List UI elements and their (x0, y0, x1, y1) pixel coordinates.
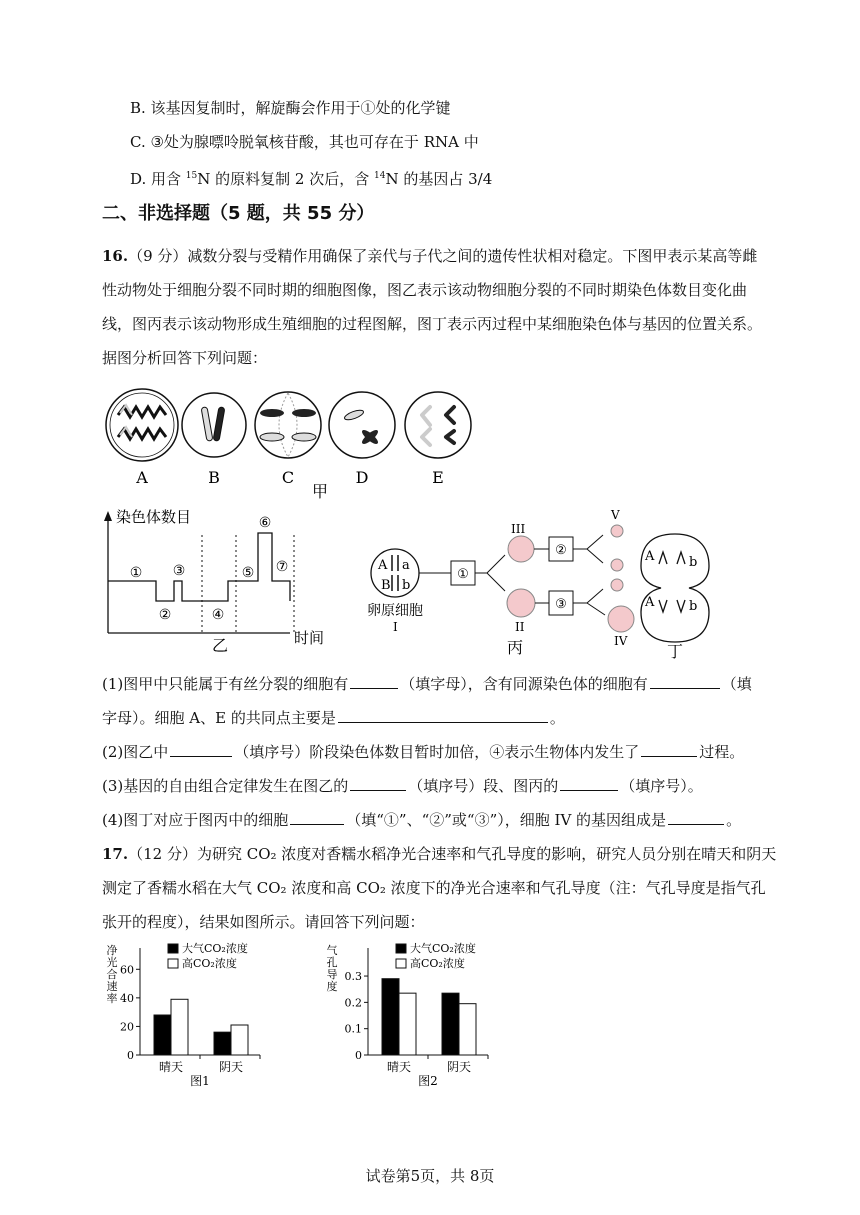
bing-roman-I: I (393, 620, 398, 634)
bing-step1: ① (457, 567, 469, 582)
y-tick-label: 0.2 (344, 996, 362, 1010)
q16-sub2: (2)图乙中 （填序号）阶段染色体数目暂时加倍，④表示生物体内发生了 过程。 (102, 743, 745, 761)
answer-blank[interactable] (338, 708, 548, 723)
figure-ding (635, 530, 715, 660)
yi-mark-7: ⑦ (275, 559, 289, 575)
x-tick-label: 阴天 (446, 1060, 472, 1074)
yi-ylabel: 染色体数目 (116, 508, 192, 526)
cell-b-label: B (208, 468, 220, 487)
answer-blank[interactable] (668, 810, 724, 825)
y-tick-label: 0 (355, 1049, 362, 1062)
q16-line4: 据图分析回答下列问题： (102, 349, 268, 367)
bing-step3: ③ (555, 597, 567, 612)
yi-mark-2: ② (158, 607, 172, 623)
legend-label: 高CO₂浓度 (182, 957, 237, 970)
ding-caption: 丁 (666, 642, 684, 660)
ding-gene-1: A (645, 549, 655, 564)
answer-blank[interactable] (350, 776, 406, 791)
y-axis-label: 气孔导度 (326, 944, 338, 993)
section-title: 二、非选择题（5 题，共 55 分） (102, 203, 375, 224)
bar (399, 993, 416, 1055)
yi-mark-3: ③ (172, 563, 186, 579)
jia-caption: 甲 (311, 482, 329, 501)
answer-blank[interactable] (170, 742, 232, 757)
bar (171, 999, 188, 1055)
bar (382, 979, 399, 1055)
chart-title: 图1 (190, 1074, 210, 1088)
bing-cell-label: 卵原细胞 (367, 603, 423, 619)
legend-label: 大气CO₂浓度 (182, 942, 248, 955)
cell-b (182, 393, 246, 457)
bar (231, 1025, 248, 1055)
answer-blank[interactable] (560, 776, 618, 791)
yi-mark-4: ④ (211, 607, 225, 623)
option-d: D. 用含 $^{15}$N 的原料复制 2 次后，含 $^{14}$N 的基因占 3/4 (130, 170, 493, 188)
y-axis-label: 净光合速率 (106, 944, 118, 1005)
yi-xlabel: 时间 (294, 629, 325, 647)
answer-blank[interactable] (350, 674, 398, 689)
ding-gene-2: b (689, 555, 698, 570)
bing-roman-IV: IV (614, 634, 628, 648)
q17-line3: 张开的程度），结果如图所示。请回答下列问题： (102, 913, 425, 931)
legend-label: 大气CO₂浓度 (410, 942, 476, 955)
legend-swatch (168, 959, 178, 968)
figure-jia (100, 385, 490, 505)
y-tick-label: 0.3 (344, 970, 362, 984)
cell-c (255, 392, 321, 458)
x-tick-label: 阴天 (218, 1060, 244, 1074)
cell-a (106, 389, 178, 461)
chart-title: 图2 (418, 1074, 438, 1088)
figure-bing (365, 505, 665, 655)
answer-blank[interactable] (650, 674, 720, 689)
yi-mark-5: ⑤ (241, 565, 255, 581)
option-b: B. 该基因复制时，解旋酶会作用于①处的化学键 (130, 99, 451, 117)
cell-e-label: E (432, 468, 444, 487)
bing-roman-V: V (611, 508, 620, 522)
y-tick-label: 0 (127, 1049, 134, 1062)
bing-gene-B: B (381, 578, 391, 593)
cell-d (329, 392, 395, 458)
q16-sub1: (1)图甲中只能属于有丝分裂的细胞有 （填字母），含有同源染色体的细胞有 （填 (102, 675, 752, 693)
q16-line1: 16.（9 分）减数分裂与受精作用确保了亲代与子代之间的遗传性状相对稳定。下图甲表示某高等雌 (102, 247, 758, 265)
bar (154, 1015, 171, 1055)
chart-net-photosynthesis (100, 940, 280, 1090)
bing-caption: 丙 (506, 638, 524, 655)
answer-blank[interactable] (641, 742, 697, 757)
bing-gene-b: b (402, 578, 411, 593)
q16-line3: 线，图丙表示该动物形成生殖细胞的过程图解，图丁表示丙过程中某细胞染色体与基因的位置关系。 (102, 315, 763, 333)
y-tick-label: 0.1 (344, 1022, 362, 1036)
y-tick-label: 20 (120, 1020, 134, 1034)
answer-blank[interactable] (290, 810, 344, 825)
q17-line2: 测定了香糯水稻在大气 CO₂ 浓度和高 CO₂ 浓度下的净光合速率和气孔导度（注：气孔导度是指气孔 (102, 879, 766, 897)
cell-e (405, 392, 471, 458)
bing-gene-A: A (378, 558, 388, 573)
y-tick-label: 60 (120, 963, 134, 977)
q16-sub4: (4)图丁对应于图丙中的细胞 （填“①”、“②”或“③”），细胞 IV 的基因组成是 。 (102, 811, 742, 829)
q16-sub1-cont: 字母）。细胞 A、E 的共同点主要是 。 (102, 709, 565, 727)
yi-mark-6: ⑥ (258, 515, 272, 531)
bing-roman-II: II (515, 620, 525, 634)
q17-line1: 17.（12 分）为研究 CO₂ 浓度对香糯水稻净光合速率和气孔导度的影响，研究人员分别在晴天和阴天 (102, 845, 777, 863)
ding-gene-3: A (645, 595, 655, 610)
chart-stomatal-conductance (320, 940, 500, 1090)
bar (459, 1004, 476, 1055)
bar (214, 1032, 231, 1055)
bing-roman-III: III (511, 522, 526, 536)
cell-c-label: C (281, 468, 295, 487)
page-footer: 试卷第5页，共 8页 (365, 1167, 495, 1185)
option-c: C. ③处为腺嘌呤脱氧核苷酸，其也可存在于 RNA 中 (130, 133, 479, 151)
ding-gene-4: b (689, 599, 698, 614)
bar (442, 993, 459, 1055)
legend-swatch (396, 944, 406, 953)
legend-label: 高CO₂浓度 (410, 957, 465, 970)
x-tick-label: 晴天 (158, 1060, 184, 1074)
yi-caption: 乙 (211, 636, 229, 655)
legend-swatch (396, 959, 406, 968)
cell-d-label: D (355, 468, 369, 487)
x-tick-label: 晴天 (386, 1060, 412, 1074)
figure-yi (98, 505, 338, 655)
y-tick-label: 40 (120, 991, 134, 1005)
legend-swatch (168, 944, 178, 953)
bing-gene-a: a (402, 558, 410, 573)
cell-a-label: A (136, 468, 148, 487)
q16-sub3: (3)基因的自由组合定律发生在图乙的 （填序号）段、图丙的 （填序号）。 (102, 777, 703, 795)
q16-line2: 性动物处于细胞分裂不同时期的细胞图像，图乙表示该动物细胞分裂的不同时期染色体数目变化曲 (102, 281, 748, 299)
bing-step2: ② (555, 543, 567, 558)
yi-mark-1: ① (129, 565, 143, 581)
